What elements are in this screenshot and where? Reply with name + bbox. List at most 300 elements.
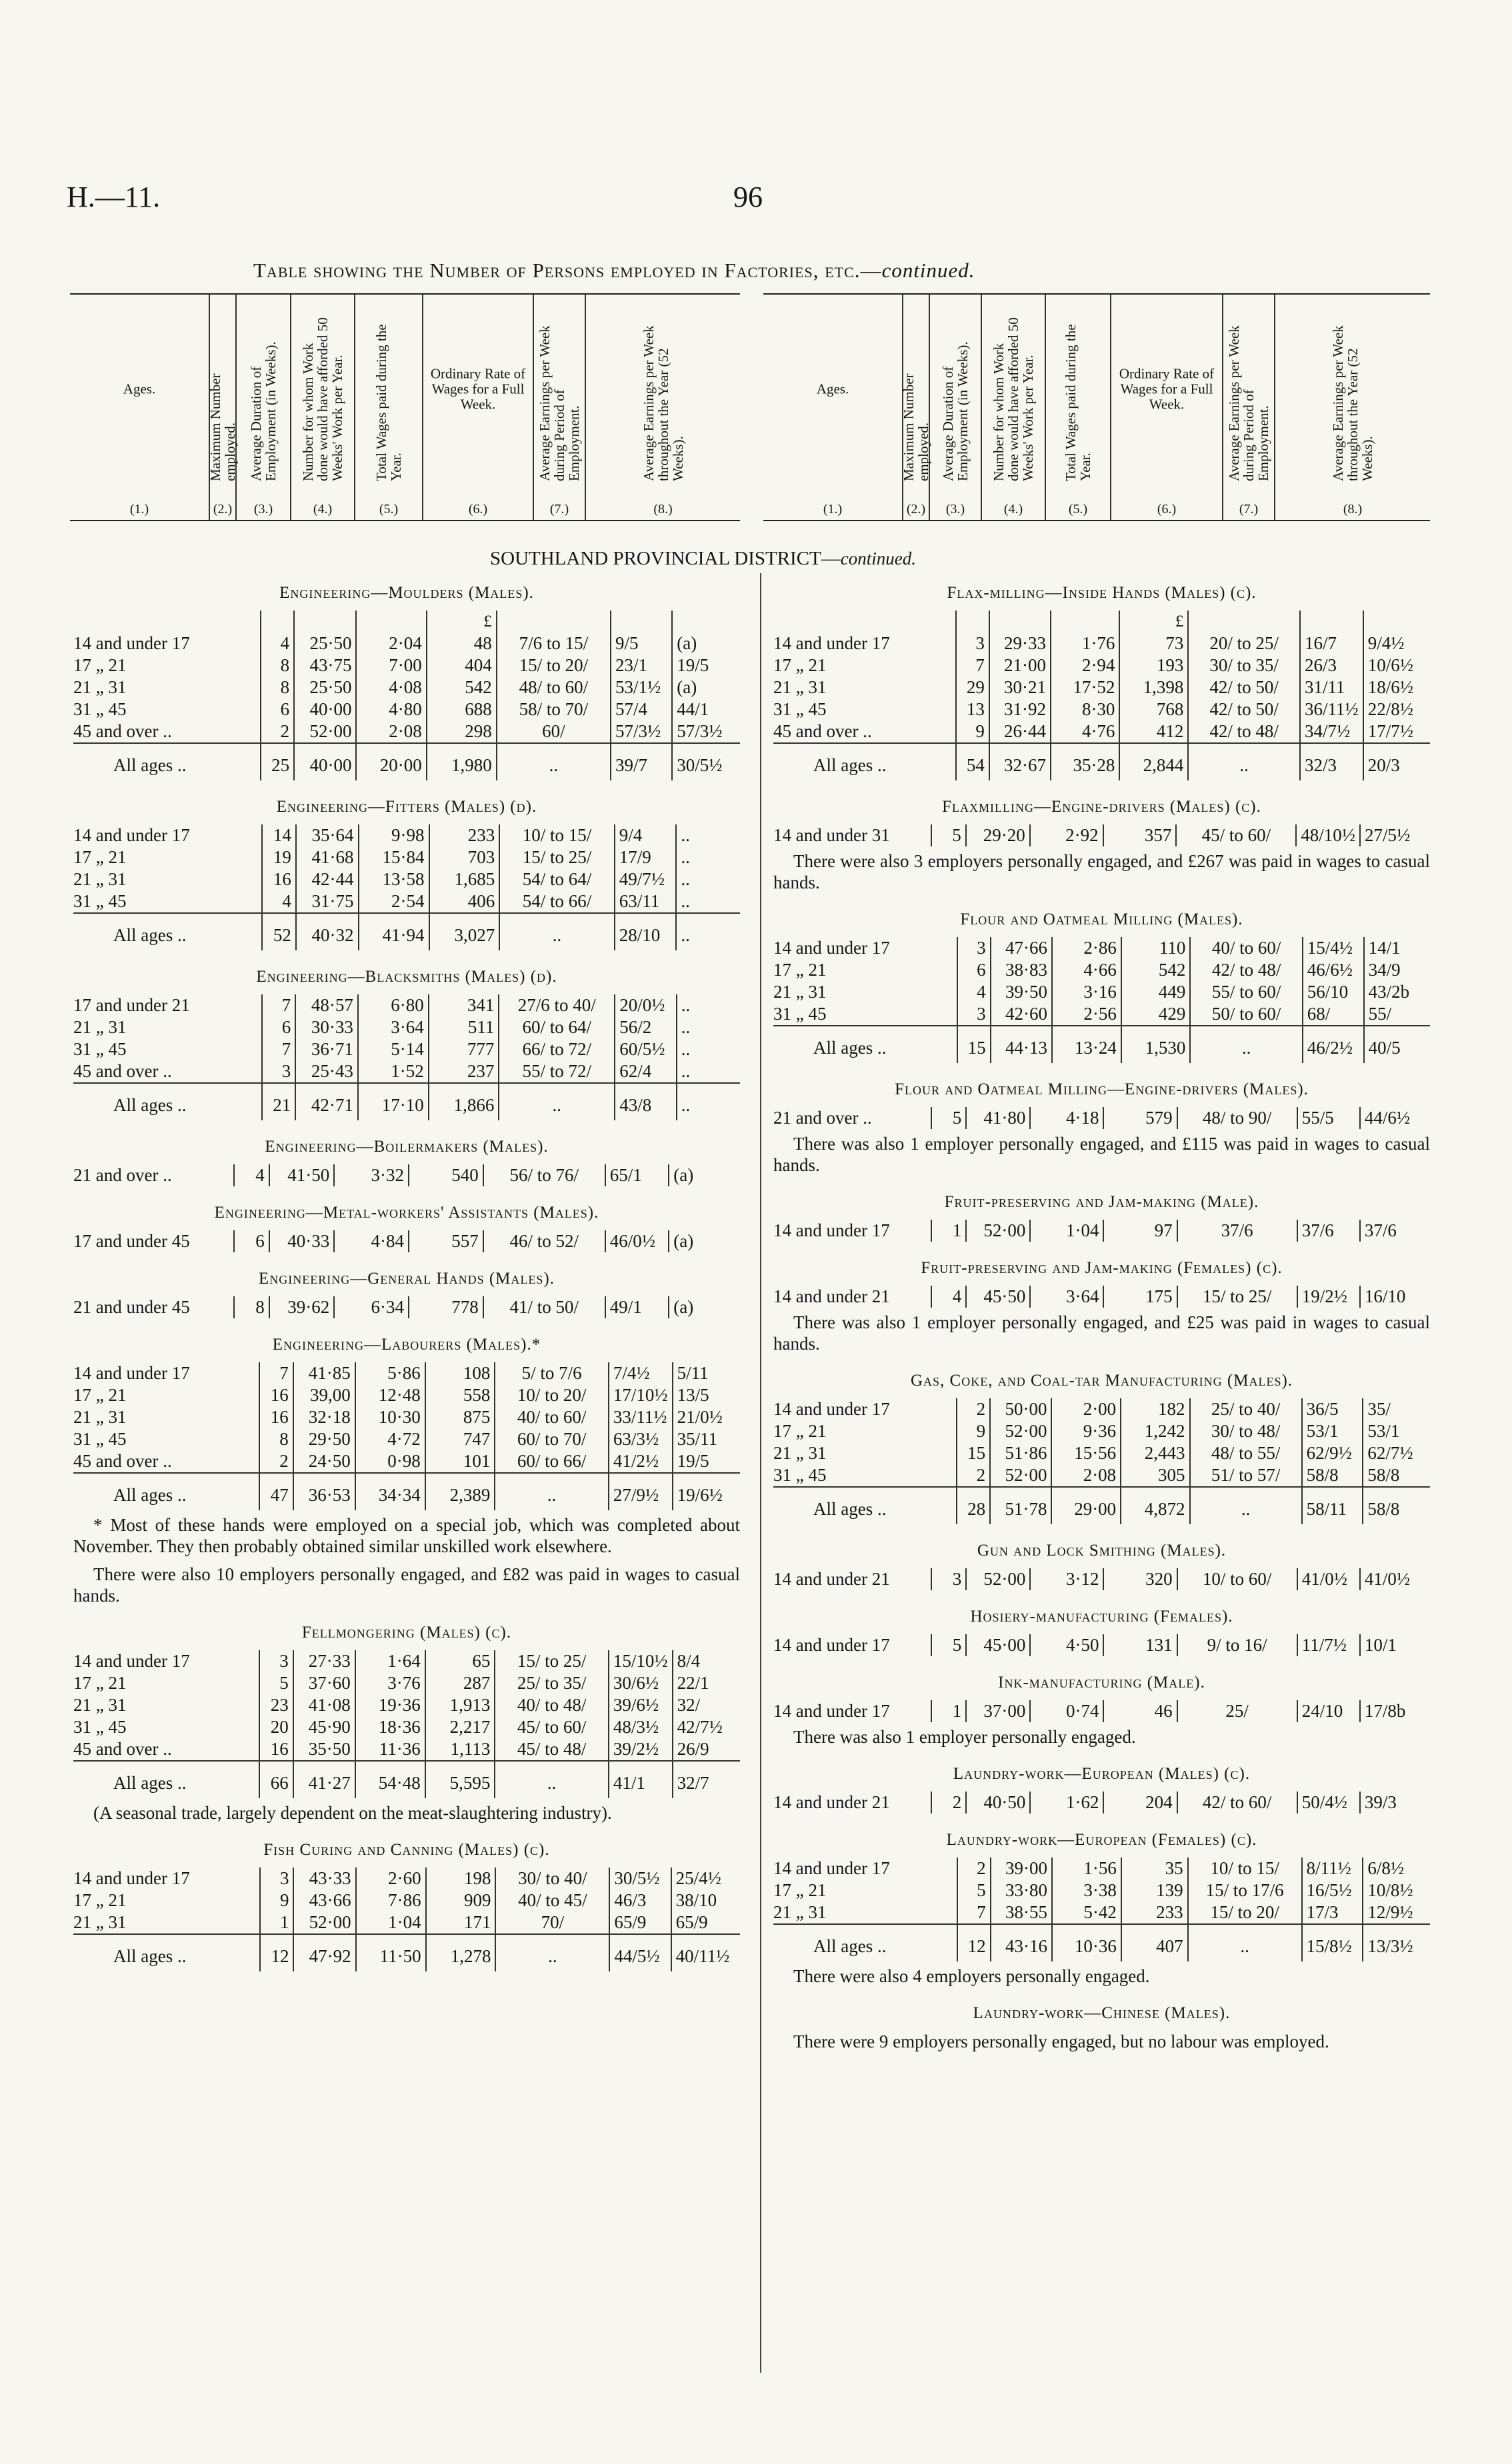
table-cell: 9: [957, 1420, 990, 1442]
table-row: [773, 632, 1430, 654]
data-table: [773, 937, 1430, 1063]
table-cell: 52·00: [966, 1220, 1030, 1242]
column-header-5: [355, 295, 423, 520]
table-cell: 17 „ 21: [73, 847, 127, 867]
total-cell: 1,980: [427, 743, 497, 780]
total-cell: 13/3½: [1363, 1924, 1430, 1961]
table-cell: 305: [1121, 1464, 1189, 1487]
table-cell: 45·50: [966, 1286, 1030, 1308]
data-table: [773, 1700, 1430, 1722]
table-cell: 14 and under 17: [773, 1701, 890, 1721]
total-cell: 36·53: [293, 1473, 355, 1510]
table-cell: 48·57: [295, 994, 358, 1016]
data-table: [773, 1398, 1430, 1524]
table-cell: 1,242: [1121, 1420, 1189, 1442]
table-cell: 21 „ 31: [773, 982, 827, 1002]
table-cell: 19: [262, 846, 296, 868]
table-cell: 29: [956, 676, 989, 698]
table-cell: 21 „ 31: [773, 677, 827, 697]
total-cell: 47: [259, 1473, 293, 1510]
table-cell: 40·00: [294, 698, 356, 720]
table-cell: 7/4½: [609, 1362, 673, 1384]
section-title: Gun and Lock Smithing (Males).: [977, 1542, 1227, 1560]
table-cell: 17/9: [615, 846, 677, 868]
table-cell: 233: [1121, 1901, 1188, 1924]
table-cell: 4: [931, 1286, 966, 1308]
total-cell: 58/11: [1302, 1487, 1363, 1524]
table-cell: 62/7½: [1363, 1442, 1430, 1464]
table-cell: 43·33: [293, 1867, 355, 1889]
table-cell: 1,113: [425, 1738, 495, 1761]
total-cell: ..: [1188, 1924, 1302, 1961]
table-cell: 16: [262, 868, 296, 890]
table-cell: 341: [429, 994, 499, 1016]
table-cell: 10/ to 15/: [499, 824, 614, 846]
table-cell: 43·66: [293, 1889, 355, 1911]
table-row: [73, 632, 740, 654]
total-cell: ..: [676, 913, 740, 950]
table-cell: 20/0½: [615, 994, 677, 1016]
table-row: [73, 1450, 740, 1473]
table-cell: 45·00: [966, 1634, 1030, 1656]
total-row: [73, 913, 740, 950]
table-cell: 875: [425, 1406, 495, 1428]
table-cell: 15·84: [359, 846, 429, 868]
table-cell: 41/0½: [1297, 1568, 1360, 1590]
total-cell: ..: [495, 1473, 608, 1510]
table-cell: 26·44: [989, 720, 1051, 743]
table-cell: 21 and over ..: [773, 1108, 872, 1128]
table-cell: 171: [426, 1911, 496, 1934]
section-title: Engineering—General Hands (Males).: [259, 1270, 555, 1288]
total-cell: 11·50: [356, 1934, 426, 1971]
section-title: Flax-milling—Inside Hands (Males) (c).: [947, 584, 1257, 602]
table-cell: 54/ to 64/: [499, 868, 614, 890]
table-cell: 16: [259, 1384, 293, 1406]
column-header-label: Ordinary Rate of Wages for a Full Week.: [430, 365, 526, 413]
total-cell: 12: [260, 1934, 293, 1971]
table-cell: 449: [1121, 981, 1190, 1003]
table-cell: ..: [676, 890, 740, 913]
table-cell: 5·86: [355, 1362, 425, 1384]
section-title: Fruit-preserving and Jam-making (Females) (c).: [921, 1259, 1283, 1277]
table-row: [73, 1384, 740, 1406]
table-cell: 62/4: [615, 1060, 677, 1083]
table-cell: 21 and over ..: [73, 1165, 172, 1185]
total-cell: All ages ..: [113, 755, 187, 775]
total-cell: 28/10: [615, 913, 677, 950]
table-cell: ..: [676, 868, 740, 890]
data-table: [73, 1362, 740, 1510]
table-cell: 45/ to 48/: [495, 1738, 608, 1761]
table-cell: 7/6 to 15/: [497, 632, 611, 654]
total-row: [773, 743, 1430, 780]
column-header-label: Total Wages paid during the Year.: [373, 324, 404, 482]
table-cell: 2·60: [356, 1867, 426, 1889]
table-cell: 17 and under 45: [73, 1231, 190, 1251]
table-cell: 53/1: [1302, 1420, 1363, 1442]
column-header-label: Maximum Number employed.: [901, 373, 931, 482]
column-header-label: Number for whom Work done would have afforded 50 Weeks' Work per Year.: [300, 317, 345, 482]
table-cell: 1,913: [425, 1694, 495, 1716]
column-header-number: (3.): [945, 502, 965, 517]
total-cell: 29·00: [1051, 1487, 1121, 1524]
table-cell: 31 „ 45: [73, 699, 127, 719]
table-cell: ..: [676, 846, 740, 868]
table-cell: 56/10: [1303, 981, 1364, 1003]
table-cell: 15/ to 17/6: [1188, 1879, 1302, 1901]
section-title: Gas, Coke, and Coal-tar Manufacturing (Males).: [910, 1372, 1293, 1390]
column-header-number: (1.): [129, 502, 149, 517]
data-table: [73, 824, 740, 950]
table-cell: ..: [677, 1060, 740, 1083]
section: [773, 1674, 1430, 1748]
table-row: [73, 890, 740, 913]
total-cell: 39/7: [611, 743, 672, 780]
total-cell: 51·78: [990, 1487, 1051, 1524]
table-cell: 48/ to 55/: [1190, 1442, 1302, 1464]
section-title: Engineering—Blacksmiths (Males) (d).: [256, 968, 557, 986]
table-cell: 1·76: [1051, 632, 1119, 654]
data-table: [73, 994, 740, 1120]
column-header-4: [982, 295, 1046, 520]
column-header-number: (2.): [213, 502, 233, 517]
table-cell: 46/6½: [1303, 959, 1364, 981]
table-row: [773, 1220, 1430, 1242]
table-cell: 21 „ 31: [73, 677, 127, 697]
table-cell: 4·18: [1030, 1107, 1103, 1129]
column-header-label: Average Earnings per Week throughout the Year (52 Weeks).: [640, 325, 686, 482]
table-cell: 45/ to 60/: [1176, 824, 1296, 846]
table-cell: 42/ to 60/: [1177, 1792, 1297, 1814]
table-cell: 27/5½: [1360, 824, 1430, 846]
table-cell: 429: [1121, 1003, 1190, 1026]
section: [73, 1204, 740, 1252]
table-cell: 19/5: [672, 654, 740, 676]
table-cell: ..: [676, 824, 740, 846]
table-cell: 21 „ 31: [73, 869, 127, 889]
table-cell: 1: [931, 1700, 966, 1722]
total-cell: All ages ..: [813, 1038, 887, 1058]
table-cell: 35/11: [673, 1428, 740, 1450]
table-cell: 52·00: [293, 1911, 355, 1934]
table-cell: 43/2b: [1364, 981, 1430, 1003]
table-cell: 17 „ 21: [773, 655, 827, 675]
table-cell: 298: [427, 720, 497, 743]
table-cell: 25·50: [294, 632, 356, 654]
table-cell: ..: [677, 1016, 740, 1038]
footnote: There were also 3 employers personally engaged, and £267 was paid in wages to casual hands.: [773, 851, 1430, 892]
table-cell: 10/ to 60/: [1177, 1568, 1297, 1590]
table-cell: 29·33: [989, 632, 1051, 654]
table-cell: 29·50: [293, 1428, 355, 1450]
table-cell: 404: [427, 654, 497, 676]
table-cell: 4: [262, 890, 296, 913]
table-cell: 1·64: [355, 1650, 425, 1672]
data-table: [73, 611, 740, 780]
table-cell: 45·90: [293, 1716, 355, 1738]
table-cell: 41·08: [293, 1694, 355, 1716]
table-cell: 39/6½: [609, 1694, 673, 1716]
table-cell: 40·33: [269, 1230, 335, 1252]
table-cell: 27·33: [293, 1650, 355, 1672]
total-cell: 15/8½: [1302, 1924, 1363, 1961]
table-cell: 41·85: [293, 1362, 355, 1384]
table-cell: 108: [425, 1362, 495, 1384]
table-row: [73, 1911, 740, 1934]
table-cell: 38/10: [671, 1889, 740, 1911]
table-cell: 2·54: [359, 890, 429, 913]
column-header-8: [1275, 295, 1430, 520]
table-cell: 7: [956, 654, 989, 676]
table-cell: 131: [1103, 1634, 1177, 1656]
table-cell: 24/10: [1297, 1700, 1360, 1722]
table-cell: 41·50: [269, 1164, 335, 1186]
column-header-label: Average Duration of Employment (in Weeks).: [248, 341, 279, 482]
footnote: There was also 1 employer personally engaged, and £115 was paid in wages to casual hands.: [773, 1134, 1430, 1175]
total-cell: All ages ..: [113, 1946, 187, 1966]
table-cell: 33·80: [991, 1879, 1052, 1901]
table-cell: 3: [931, 1568, 966, 1590]
table-cell: 3·16: [1052, 981, 1121, 1003]
footnote: There was also 1 employer personally engaged.: [793, 1727, 1136, 1747]
column-header-label: Average Earnings per Week during Period of Employment.: [1226, 325, 1271, 482]
blank-cell: [672, 611, 740, 632]
table-cell: 688: [427, 698, 497, 720]
blank-cell: [956, 611, 989, 632]
total-cell: 44/5½: [609, 1934, 671, 1971]
total-cell: 30/5½: [672, 743, 740, 780]
table-cell: 32·18: [293, 1406, 355, 1428]
table-row: [773, 1286, 1430, 1308]
table-cell: 50/4½: [1297, 1792, 1360, 1814]
total-cell: ..: [1190, 1026, 1302, 1063]
total-cell: ..: [1190, 1487, 1302, 1524]
total-cell: 40/5: [1364, 1026, 1430, 1063]
table-row: [773, 824, 1430, 846]
column-header-number: (3.): [253, 502, 273, 517]
section-title: Engineering—Boilermakers (Males).: [265, 1138, 549, 1156]
table-cell: 4·08: [356, 676, 426, 698]
table-cell: 1·56: [1052, 1857, 1121, 1879]
table-cell: 5: [259, 1672, 293, 1694]
table-cell: 21 „ 31: [773, 1902, 827, 1922]
table-cell: 11/7½: [1297, 1634, 1360, 1656]
table-cell: 25/ to 35/: [495, 1672, 608, 1694]
column-header-5: [1046, 295, 1111, 520]
table-row: [773, 1442, 1430, 1464]
table-cell: 21 „ 31: [73, 1695, 127, 1715]
table-cell: 558: [425, 1384, 495, 1406]
table-cell: 5/ to 7/6: [495, 1362, 608, 1384]
table-cell: 39/2½: [609, 1738, 673, 1761]
table-row: [773, 1634, 1430, 1656]
column-header-number: (1.): [823, 502, 843, 517]
column-header-6: [423, 295, 534, 520]
table-cell: 65: [425, 1650, 495, 1672]
blank-cell: [1300, 611, 1363, 632]
table-cell: 5: [957, 1879, 991, 1901]
table-cell: 40·50: [966, 1792, 1030, 1814]
currency-row: [73, 611, 740, 632]
table-row: [773, 1420, 1430, 1442]
data-table: [773, 611, 1430, 780]
total-cell: 1,278: [426, 1934, 496, 1971]
section: [73, 1624, 740, 1824]
table-cell: 237: [429, 1060, 499, 1083]
table-cell: 15/ to 25/: [499, 846, 614, 868]
table-cell: 15/ to 25/: [495, 1650, 608, 1672]
table-cell: 25/4½: [671, 1867, 740, 1889]
table-cell: 3·12: [1030, 1568, 1103, 1590]
total-cell: 58/8: [1363, 1487, 1430, 1524]
table-row: [773, 959, 1430, 981]
table-cell: 6: [957, 959, 991, 981]
table-row: [73, 1230, 740, 1252]
total-cell: 43·16: [991, 1924, 1052, 1961]
table-cell: 52·00: [990, 1420, 1051, 1442]
table-cell: 9/5: [611, 632, 672, 654]
total-cell: 47·92: [293, 1934, 355, 1971]
table-cell: 31·75: [296, 890, 359, 913]
table-cell: 48/ to 90/: [1177, 1107, 1297, 1129]
table-cell: 1·04: [1030, 1220, 1103, 1242]
blank-cell: [294, 611, 356, 632]
table-cell: 777: [429, 1038, 499, 1060]
table-cell: 58/ to 70/: [497, 698, 611, 720]
table-cell: 3: [957, 937, 991, 959]
table-cell: 60/ to 70/: [495, 1428, 608, 1450]
table-cell: 66/ to 72/: [499, 1038, 615, 1060]
table-cell: 65/9: [671, 1911, 740, 1934]
table-cell: 41/ to 50/: [483, 1296, 605, 1318]
table-cell: 35: [1121, 1857, 1188, 1879]
table-cell: 58/8: [1363, 1464, 1430, 1487]
table-cell: 21 „ 31: [73, 1407, 127, 1427]
total-cell: All ages ..: [113, 1485, 187, 1505]
table-title: [253, 259, 975, 283]
table-cell: 52·00: [990, 1464, 1051, 1487]
section: [773, 1765, 1430, 1814]
table-cell: 52·00: [294, 720, 356, 743]
table-cell: 233: [429, 824, 500, 846]
table-cell: 747: [425, 1428, 495, 1450]
table-cell: 45/ to 60/: [495, 1716, 608, 1738]
table-cell: 2·56: [1052, 1003, 1121, 1026]
table-cell: 25·43: [295, 1060, 358, 1083]
column-header-8: [586, 295, 740, 520]
table-cell: 50/ to 60/: [1190, 1003, 1302, 1026]
table-row: [73, 1738, 740, 1761]
data-table: [73, 1296, 740, 1318]
table-cell: 40/ to 60/: [1190, 937, 1302, 959]
table-cell: 31·92: [989, 698, 1051, 720]
table-cell: 41/0½: [1360, 1568, 1430, 1590]
table-cell: 22/1: [673, 1672, 740, 1694]
data-table: [773, 1568, 1430, 1590]
total-cell: 54·48: [355, 1761, 425, 1798]
blank-cell: [773, 611, 956, 632]
table-cell: 198: [426, 1867, 496, 1889]
total-cell: 41/1: [609, 1761, 673, 1798]
table-cell: 42/ to 48/: [1188, 720, 1300, 743]
table-cell: 7: [259, 1362, 293, 1384]
table-cell: 9/4½: [1363, 632, 1430, 654]
column-header-number: (7.): [549, 502, 569, 517]
table-cell: 30/ to 48/: [1190, 1420, 1302, 1442]
section-title: Ink-manufacturing (Male).: [998, 1674, 1205, 1692]
column-header-4: [291, 295, 355, 520]
table-cell: 42·44: [296, 868, 359, 890]
section: [73, 798, 740, 950]
table-row: [773, 1398, 1430, 1420]
blank-cell: [73, 611, 261, 632]
footnote: * Most of these hands were employed on a special job, which was completed about November. They then probably obtained similar unskilled work elsewhere.: [73, 1515, 740, 1556]
table-cell: 4: [234, 1164, 269, 1186]
table-cell: 2·92: [1030, 824, 1103, 846]
table-row: [773, 1107, 1430, 1129]
table-cell: 57/3½: [672, 720, 740, 743]
table-row: [773, 1568, 1430, 1590]
total-cell: 17·10: [358, 1083, 429, 1120]
table-cell: 5/11: [673, 1362, 740, 1384]
table-row: [73, 720, 740, 743]
table-cell: 14 and under 21: [773, 1792, 890, 1812]
table-cell: 20: [259, 1716, 293, 1738]
table-cell: 31/11: [1300, 676, 1363, 698]
table-cell: 4·50: [1030, 1634, 1103, 1656]
table-cell: 2·00: [1051, 1398, 1121, 1420]
table-cell: 2: [957, 1857, 991, 1879]
table-cell: 43·75: [294, 654, 356, 676]
table-row: [773, 1857, 1430, 1879]
table-cell: 65/9: [609, 1911, 671, 1934]
table-cell: 10/ to 20/: [495, 1384, 608, 1406]
table-cell: 41·80: [966, 1107, 1030, 1129]
footnote: There were also 4 employers personally engaged.: [793, 1966, 1150, 1986]
table-cell: 7: [957, 1901, 991, 1924]
table-cell: 35·50: [293, 1738, 355, 1761]
table-cell: 15/ to 20/: [497, 654, 611, 676]
total-row: [73, 1083, 740, 1120]
table-cell: 48/ to 60/: [497, 676, 611, 698]
footnote: (A seasonal trade, largely dependent on the meat-slaughtering industry).: [93, 1803, 612, 1823]
table-cell: 19/2½: [1297, 1286, 1360, 1308]
table-row: [773, 698, 1430, 720]
total-cell: ..: [495, 1934, 609, 1971]
column-header-left: [70, 293, 740, 521]
table-cell: 3: [259, 1650, 293, 1672]
page-number: 96: [733, 181, 763, 213]
table-cell: 37/6: [1297, 1220, 1360, 1242]
total-cell: 32/3: [1300, 743, 1363, 780]
table-cell: 62/9½: [1302, 1442, 1363, 1464]
table-cell: 58/8: [1302, 1464, 1363, 1487]
section: [73, 1841, 740, 1971]
table-cell: 7: [262, 994, 296, 1016]
table-cell: 55/5: [1297, 1107, 1360, 1129]
column-header-number: (7.): [1239, 502, 1259, 517]
table-cell: 44/6½: [1360, 1107, 1430, 1129]
table-cell: 1·52: [358, 1060, 429, 1083]
data-table: [773, 1286, 1430, 1308]
total-cell: ..: [499, 913, 614, 950]
table-cell: 38·55: [991, 1901, 1052, 1924]
table-cell: 511: [429, 1016, 499, 1038]
data-table: [73, 1867, 740, 1971]
table-row: [73, 824, 740, 846]
total-cell: 54: [956, 743, 989, 780]
